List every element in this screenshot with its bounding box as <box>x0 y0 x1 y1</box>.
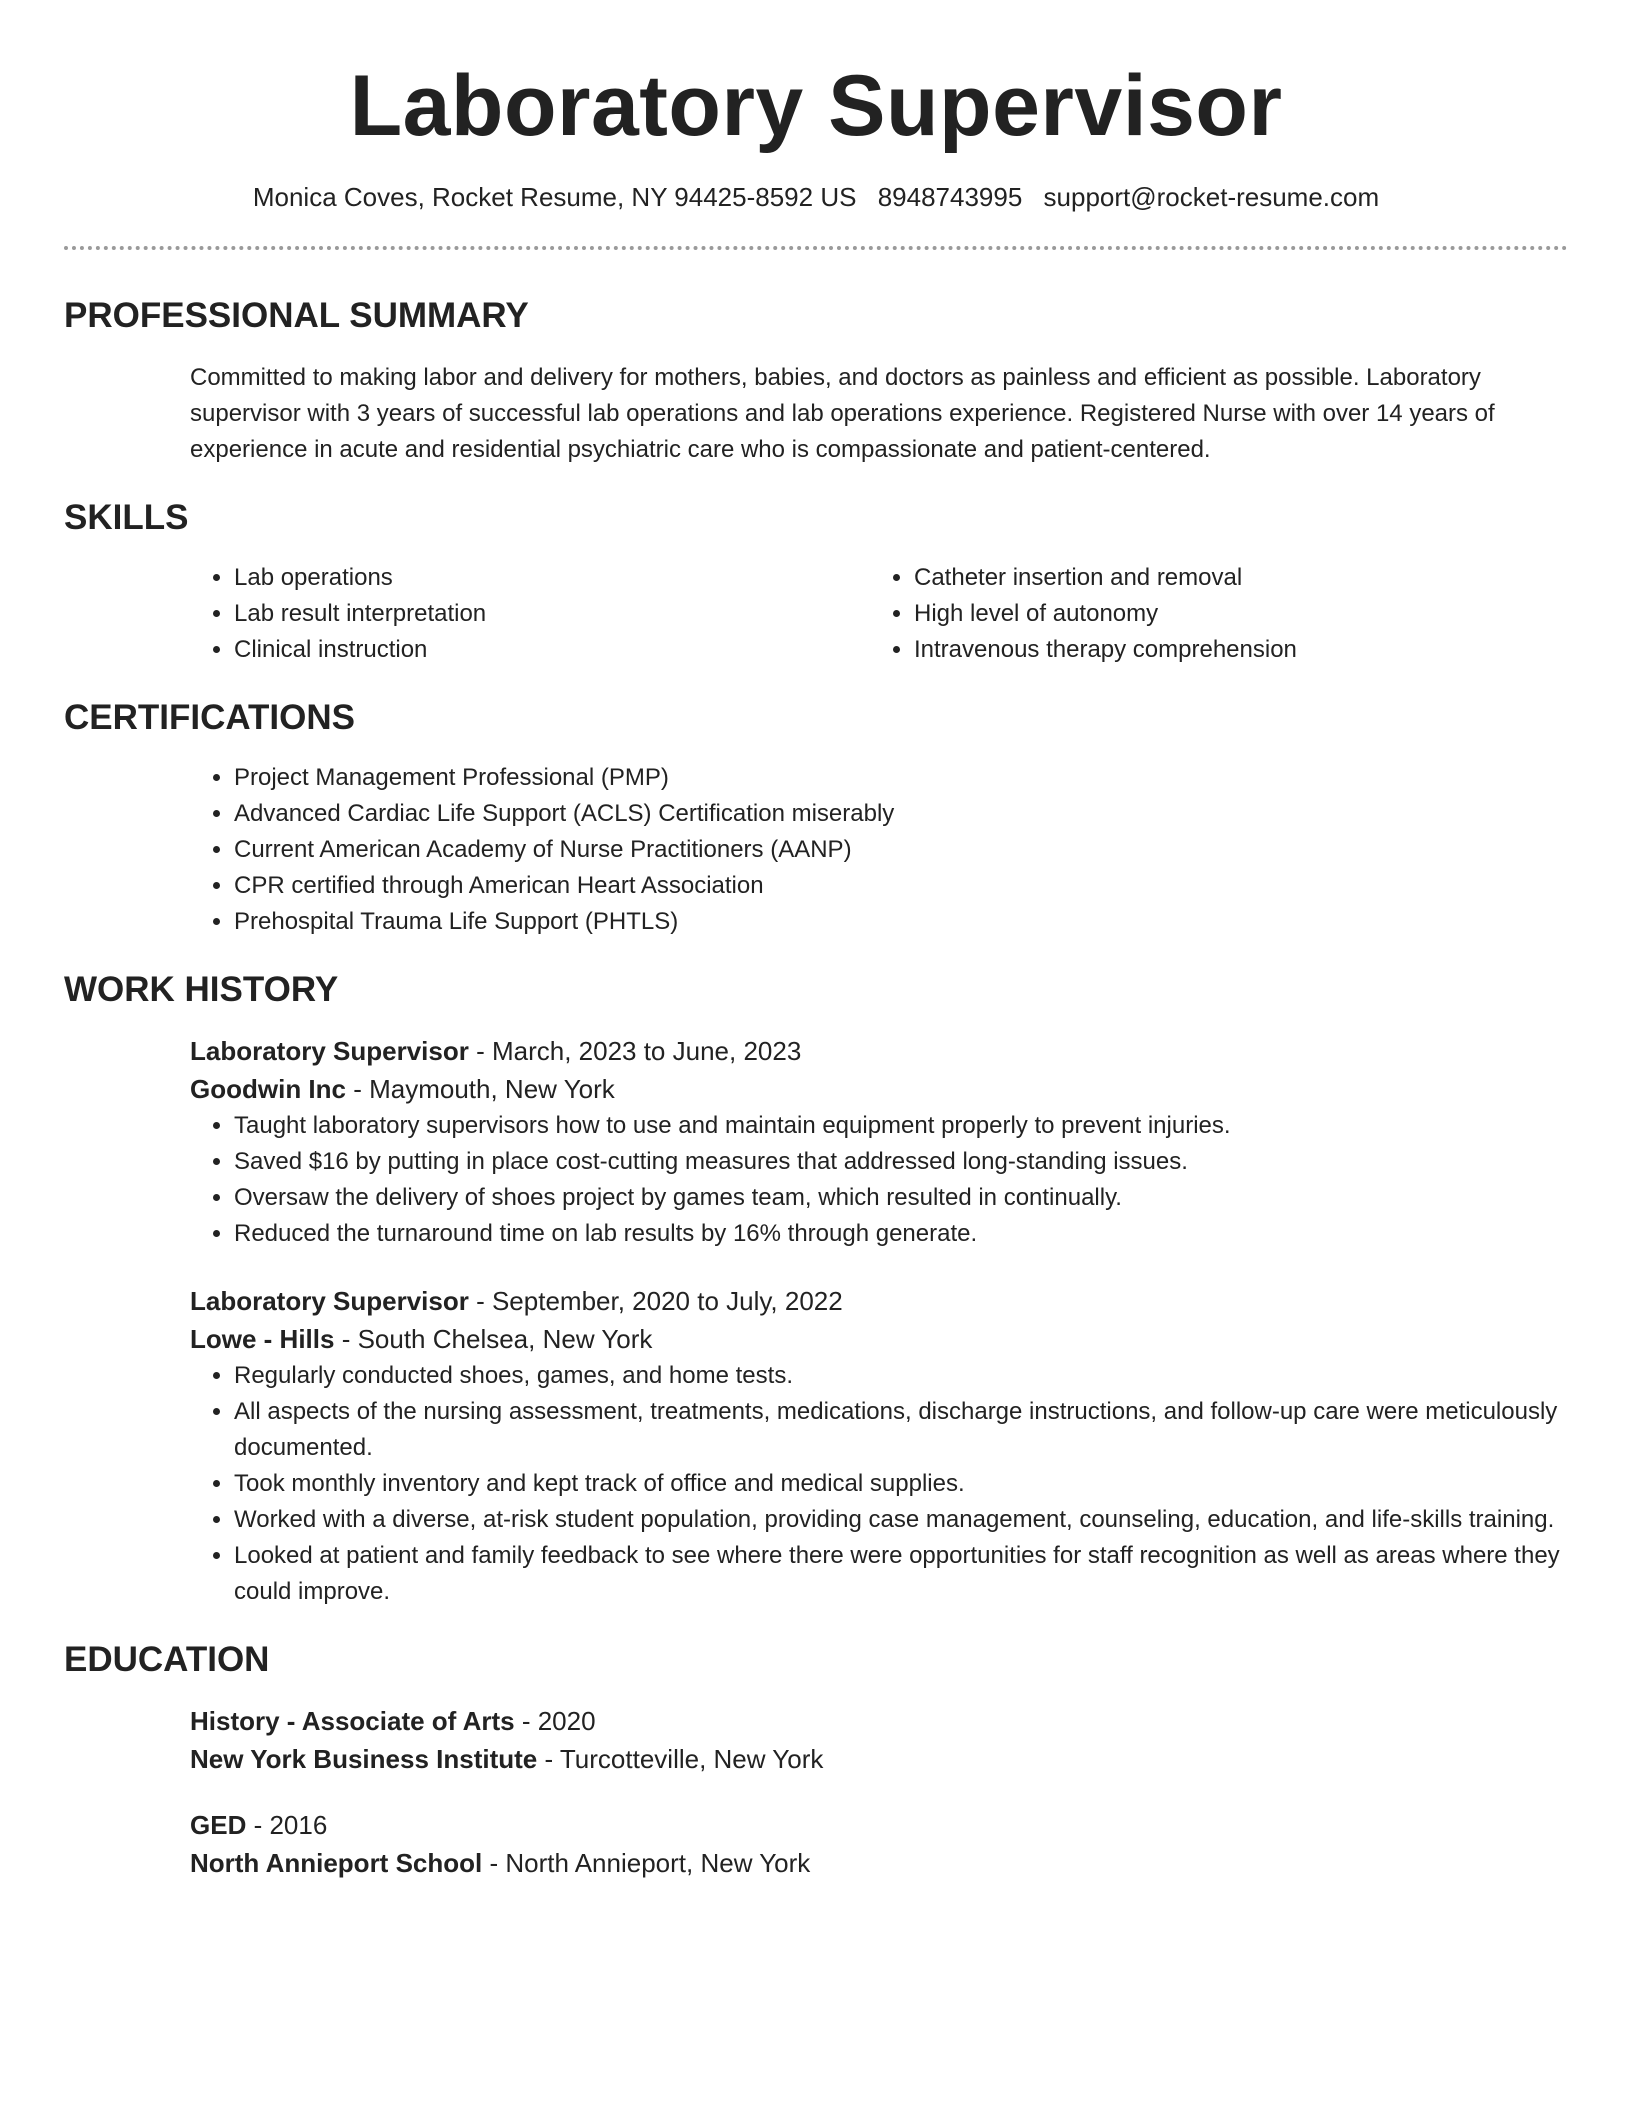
contact-phone: 8948743995 <box>877 182 1023 212</box>
certification-item: • Project Management Professional (PMP) <box>234 760 1568 796</box>
contact-line <box>64 180 1568 214</box>
job-bullet: • Looked at patient and family feedback to see where there were opportunities for staff recognition as well as areas where they could improve. <box>234 1538 1568 1610</box>
education-school-line <box>190 1844 1568 1882</box>
skill-item: • Lab result interpretation <box>234 596 870 632</box>
work-history-section <box>64 968 1568 1610</box>
section-title-summary: PROFESSIONAL SUMMARY <box>64 296 529 335</box>
contact-address: Monica Coves, Rocket Resume, NY 94425-8592 US <box>252 182 857 212</box>
skill-item: • High level of autonomy <box>914 596 1550 632</box>
education-school-line <box>190 1740 1568 1778</box>
job-bullet: • Taught laboratory supervisors how to use and maintain equipment properly to prevent injuries. <box>234 1108 1568 1144</box>
job-bullet: • Regularly conducted shoes, games, and home tests. <box>234 1358 1568 1394</box>
job-entry <box>190 1032 1568 1252</box>
education-degree-line <box>190 1702 1568 1740</box>
education-location: - North Annieport, New York <box>482 1848 811 1878</box>
job-role: Laboratory Supervisor <box>190 1036 469 1066</box>
jobs-list <box>190 1032 1568 1610</box>
education-list <box>190 1702 1568 1882</box>
job-bullets <box>190 1358 1568 1610</box>
skill-item: • Catheter insertion and removal <box>914 560 1550 596</box>
job-location: - South Chelsea, New York <box>334 1324 653 1354</box>
certification-item: • CPR certified through American Heart Association <box>234 868 1568 904</box>
job-bullet: • Reduced the turnaround time on lab results by 16% through generate. <box>234 1216 1568 1252</box>
job-bullet: • Worked with a diverse, at-risk student population, providing case management, counseling, education, and life-skills training. <box>234 1502 1568 1538</box>
summary-section <box>64 294 1568 468</box>
section-title-skills: SKILLS <box>64 498 189 537</box>
education-school: North Annieport School <box>190 1848 483 1878</box>
certifications-list <box>190 760 1568 940</box>
education-school: New York Business Institute <box>190 1744 538 1774</box>
job-dates: - September, 2020 to July, 2022 <box>468 1286 843 1316</box>
education-year: - 2016 <box>246 1810 328 1840</box>
education-year: - 2020 <box>514 1706 596 1736</box>
summary-text: Committed to making labor and delivery for mothers, babies, and doctors as painless and efficient as possible. Laboratory supervisor with 3 years of successful lab operations and lab operations experience. Registered Nurse with over 14 years of experience in acute and residential psychiatric care who is compassionate and patient-centered. <box>190 364 1495 463</box>
skills-column-right <box>870 560 1550 668</box>
skills-column-left <box>190 560 870 668</box>
job-company-line <box>190 1320 1568 1358</box>
job-bullet: • All aspects of the nursing assessment, treatments, medications, discharge instructions, and follow-up care were meticulously documented. <box>234 1394 1568 1466</box>
skill-item: • Lab operations <box>234 560 870 596</box>
job-heading <box>190 1282 1568 1320</box>
education-degree: History - Associate of Arts <box>190 1706 515 1736</box>
header-divider <box>64 246 1568 250</box>
education-degree-line <box>190 1806 1568 1844</box>
certification-item: • Prehospital Trauma Life Support (PHTLS) <box>234 904 1568 940</box>
education-location: - Turcotteville, New York <box>537 1744 824 1774</box>
job-entry <box>190 1282 1568 1610</box>
certification-item: • Current American Academy of Nurse Practitioners (AANP) <box>234 832 1568 868</box>
resume-name: Laboratory Supervisor <box>349 58 1283 154</box>
job-company: Goodwin Inc <box>190 1074 346 1104</box>
job-location: - Maymouth, New York <box>346 1074 615 1104</box>
section-title-education: EDUCATION <box>64 1640 270 1679</box>
skills-grid <box>190 560 1568 668</box>
contact-email: support@rocket-resume.com <box>1043 182 1380 212</box>
job-heading <box>190 1032 1568 1070</box>
certifications-section <box>64 696 1568 940</box>
skill-item: • Intravenous therapy comprehension <box>914 632 1550 668</box>
section-title-certifications: CERTIFICATIONS <box>64 698 356 737</box>
certification-item: • Advanced Cardiac Life Support (ACLS) Certification miserably <box>234 796 1568 832</box>
education-entry <box>190 1702 1568 1778</box>
job-bullet: • Took monthly inventory and kept track of office and medical supplies. <box>234 1466 1568 1502</box>
section-title-work: WORK HISTORY <box>64 970 339 1009</box>
job-company: Lowe - Hills <box>190 1324 335 1354</box>
education-section <box>64 1638 1568 1882</box>
job-bullet: • Saved $16 by putting in place cost-cutting measures that addressed long-standing issues. <box>234 1144 1568 1180</box>
education-entry <box>190 1806 1568 1882</box>
job-bullet: • Oversaw the delivery of shoes project by games team, which resulted in continually. <box>234 1180 1568 1216</box>
education-degree: GED <box>190 1810 247 1840</box>
job-company-line <box>190 1070 1568 1108</box>
job-role: Laboratory Supervisor <box>190 1286 469 1316</box>
skill-item: • Clinical instruction <box>234 632 870 668</box>
skills-section <box>64 496 1568 668</box>
job-dates: - March, 2023 to June, 2023 <box>468 1036 802 1066</box>
job-bullets <box>190 1108 1568 1252</box>
